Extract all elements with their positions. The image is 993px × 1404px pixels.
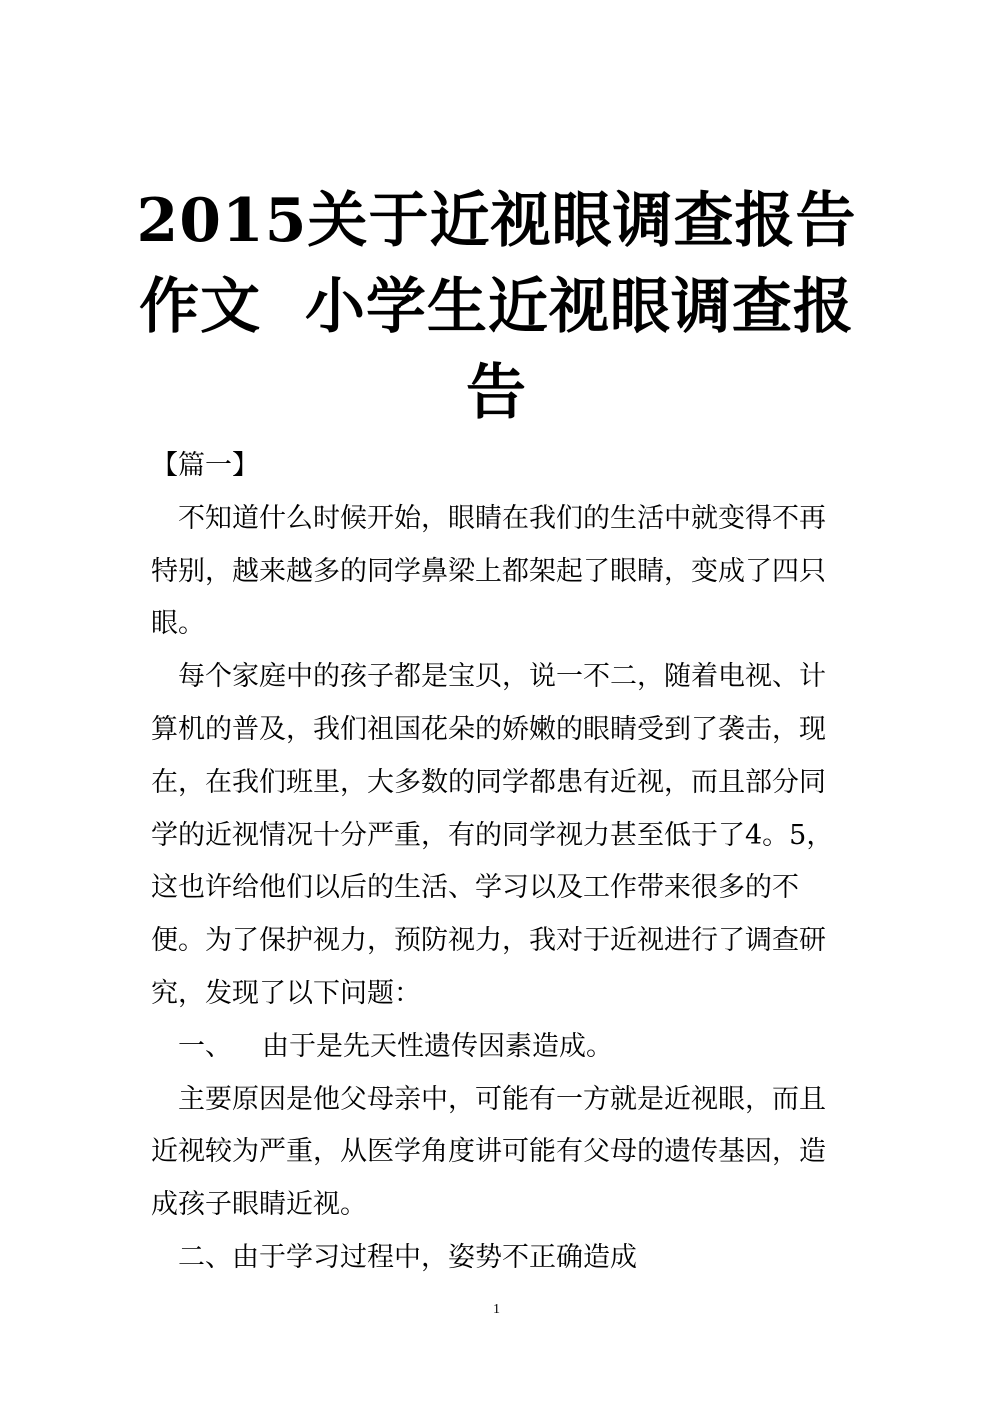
page-number: 1	[493, 1302, 500, 1317]
list-item-one-marker: 一、	[178, 1030, 232, 1062]
paragraph-2: 每个家庭中的孩子都是宝贝，说一不二，随着电视、计算机的普及，我们祖国花朵的娇嫩的眼睛受到了袭击，现在，在我们班里，大多数的同学都患有近视，而且部分同学的近视情况十分严重，有的同学视力甚至低于了4。5，这也许给他们以后的生活、学习以及工作带来很多的不便。为了保护视力，预防视力，我对于近视进行了调查研究，发现了以下问题：	[151, 661, 834, 1009]
title-line-2: 作文 小学生近视眼调查报	[139, 272, 854, 342]
list-item-two: 二、由于学习过程中，姿势不正确造成	[178, 1241, 637, 1273]
document-title	[120, 178, 873, 436]
title-line-3: 告	[466, 358, 527, 428]
section-label: 【篇一】	[151, 450, 259, 481]
title-line-1: 2015关于近视眼调查报告	[136, 186, 857, 256]
list-item-one-text: 由于是先天性遗传因素造成。	[262, 1030, 613, 1062]
list-item-one	[151, 1021, 851, 1074]
document-body	[151, 440, 851, 1285]
paragraph-3: 主要原因是他父母亲中，可能有一方就是近视眼，而且近视较为严重，从医学角度讲可能有父母的遗传基因，造成孩子眼睛近视。	[151, 1083, 826, 1221]
paragraph-1: 不知道什么时候开始，眼睛在我们的生活中就变得不再特别，越来越多的同学鼻梁上都架起了眼睛，变成了四只眼。	[151, 502, 826, 640]
